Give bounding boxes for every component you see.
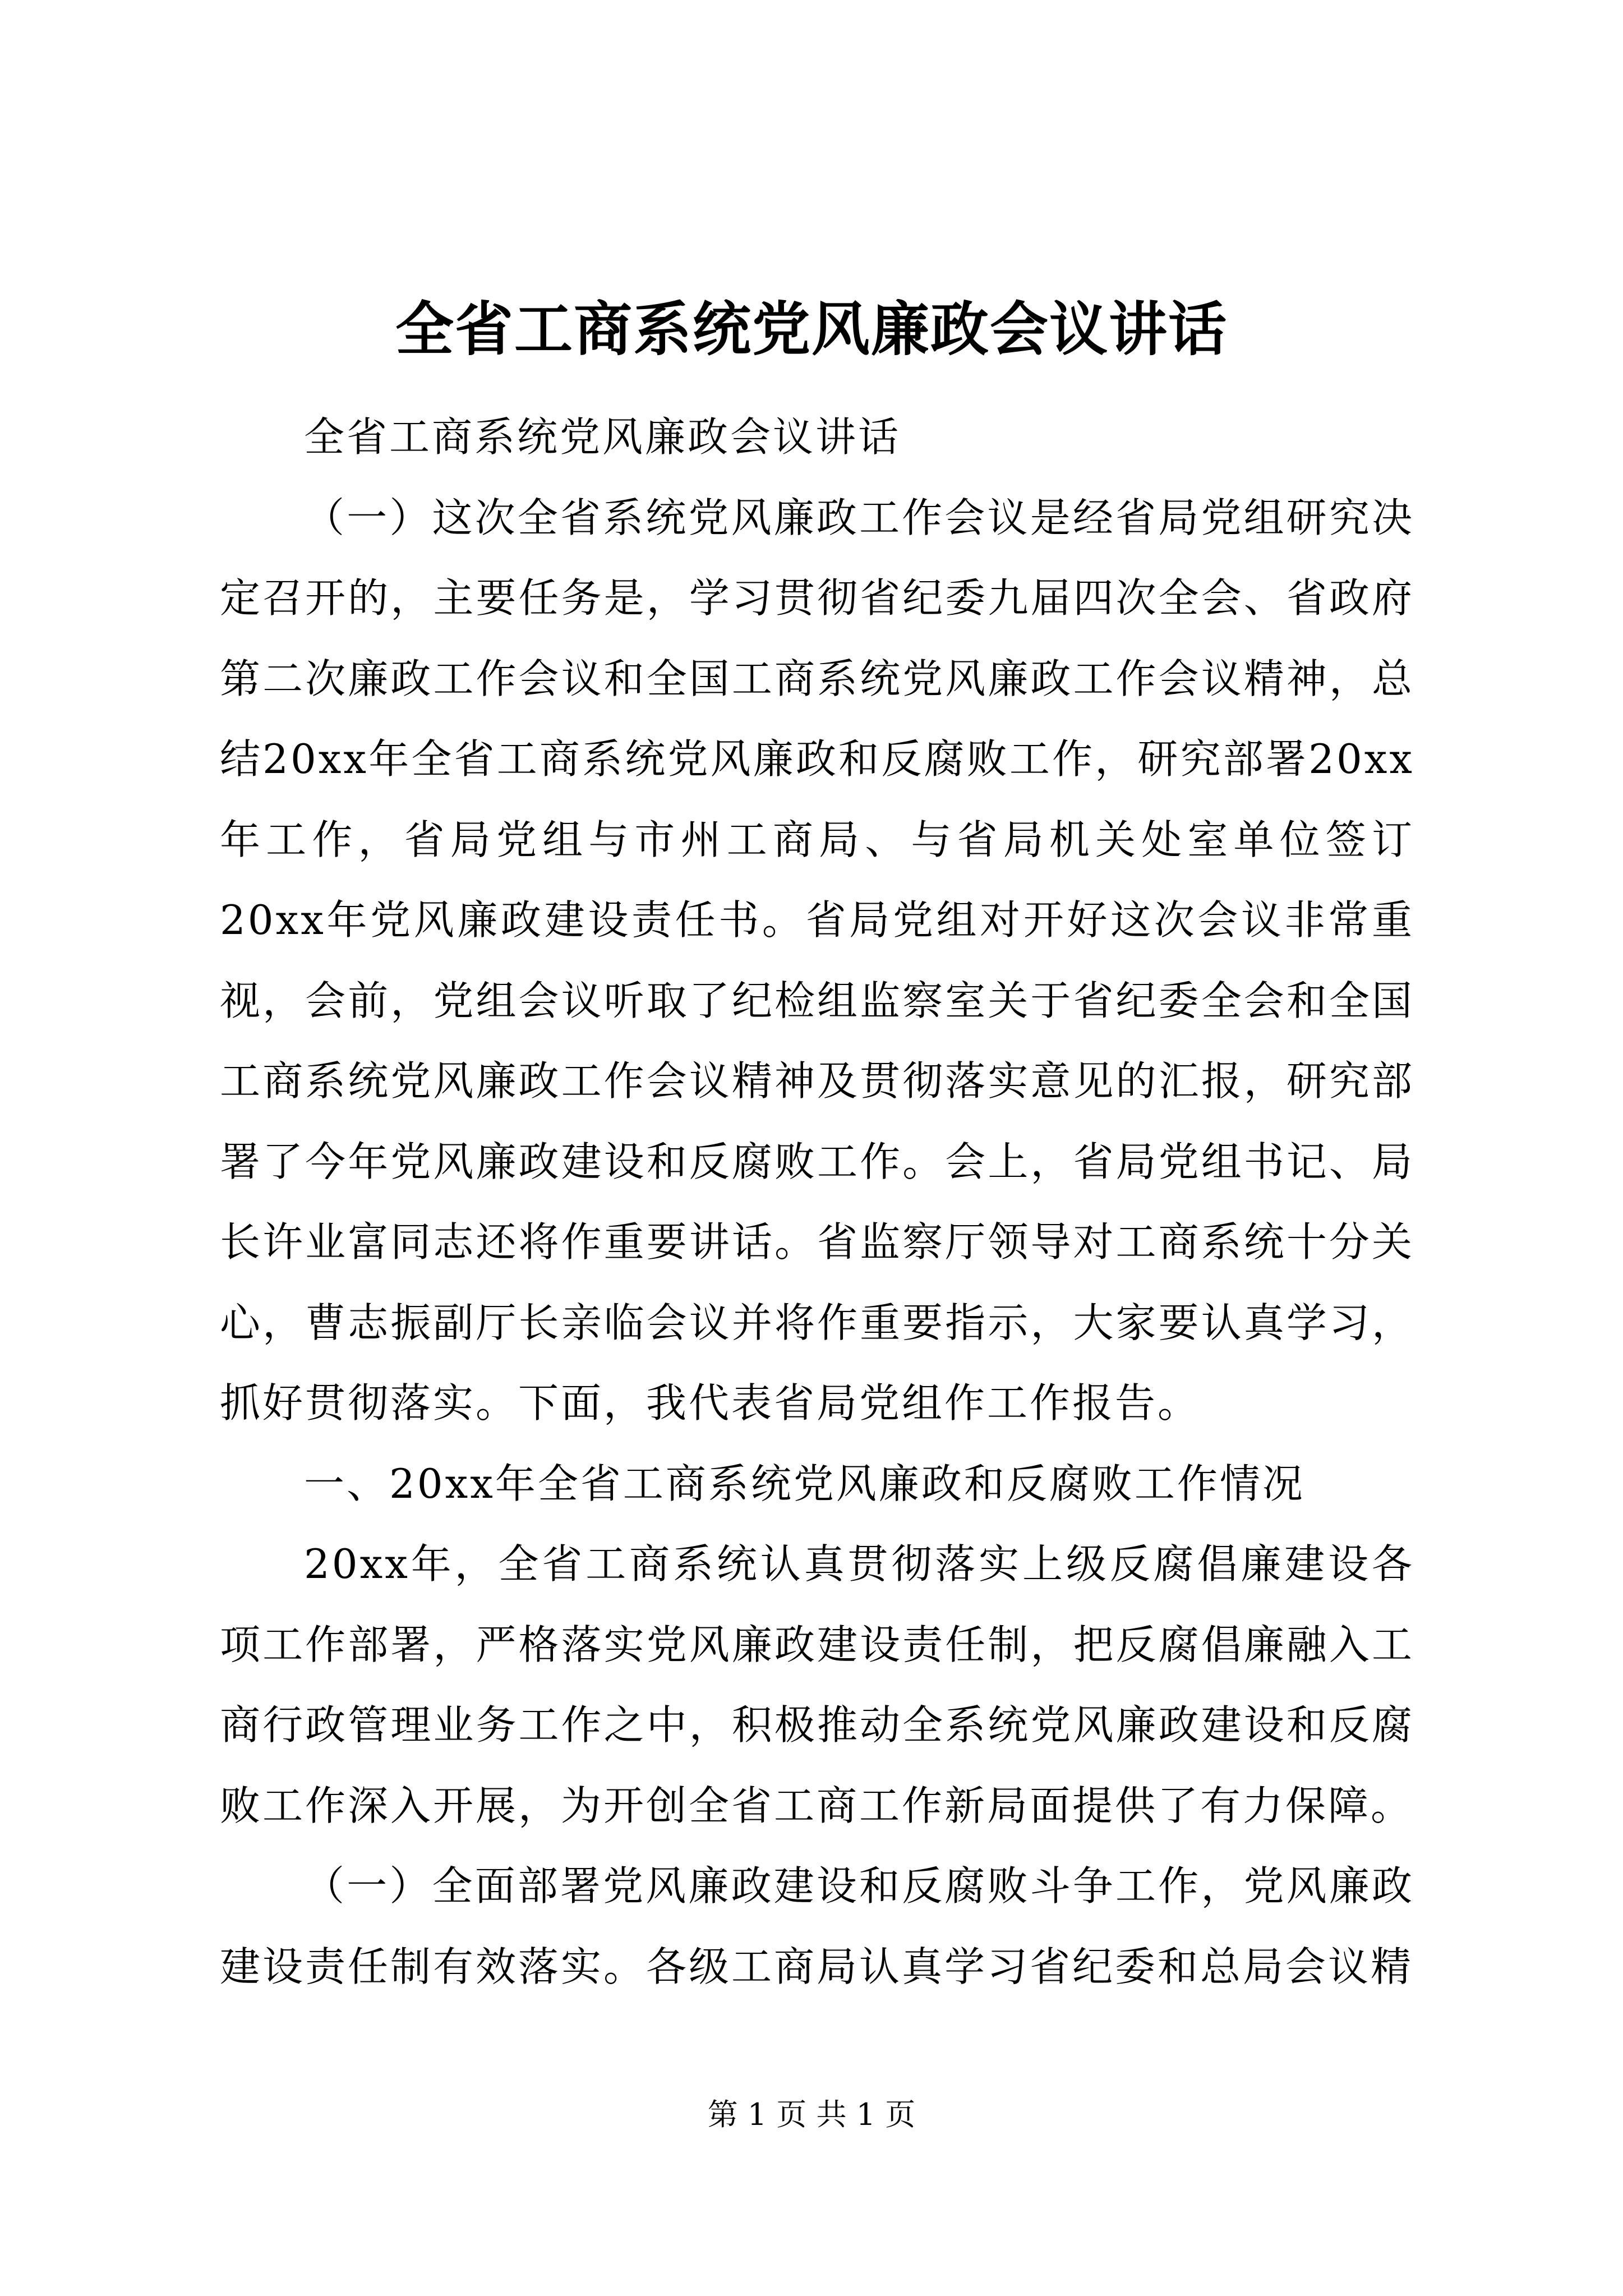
paragraph-subtitle: 全省工商系统党风廉政会议讲话 (304, 413, 901, 461)
paragraph-point-one: （一）全面部署党风廉政建设和反腐败斗争工作，党风廉政建设责任制有效落实。各级工商局认真学习省纪委和总局会议精 (220, 1862, 1414, 1990)
page-footer: 第 1 页 共 1 页 (707, 2097, 916, 2132)
section-heading: 一、20xx年全省工商系统党风廉政和反腐败工作情况 (304, 1460, 1305, 1507)
paragraph-intro: （一）这次全省系统党风廉政工作会议是经省局党组研究决定召开的，主要任务是，学习贯彻省纪委九届四次全会、省政府第二次廉政工作会议和全国工商系统党风廉政工作会议精神，总结20xx年全省工商系统党风廉政和反腐败工作，研究部署20xx年工作，省局党组与市州工商局、与省局机关处室单位签订20xx年党风廉政建设责任书。省局党组对开好这次会议非常重视，会前，党组会议听取了纪检组监察室关于省纪委全会和全国工商系统党风廉政工作会议精神及贯彻落实意见的汇报，研究部署了今年党风廉政建设和反腐败工作。会上，省局党组书记、局长许业富同志还将作重要讲话。省监察厅领导对工商系统十分关心，曹志振副厅长亲临会议并将作重要指示，大家要认真学习，抓好贯彻落实。下面，我代表省局党组作工作报告。 (220, 494, 1414, 1427)
document-body (220, 397, 1414, 2007)
document-title: 全省工商系统党风廉政会议讲话 (395, 295, 1228, 364)
paragraph-summary: 20xx年，全省工商系统认真贯彻落实上级反腐倡廉建设各项工作部署，严格落实党风廉政建设责任制，把反腐倡廉融入工商行政管理业务工作之中，积极推动全系统党风廉政建设和反腐败工作深入开展，为开创全省工商工作新局面提供了有力保障。 (220, 1540, 1414, 1829)
